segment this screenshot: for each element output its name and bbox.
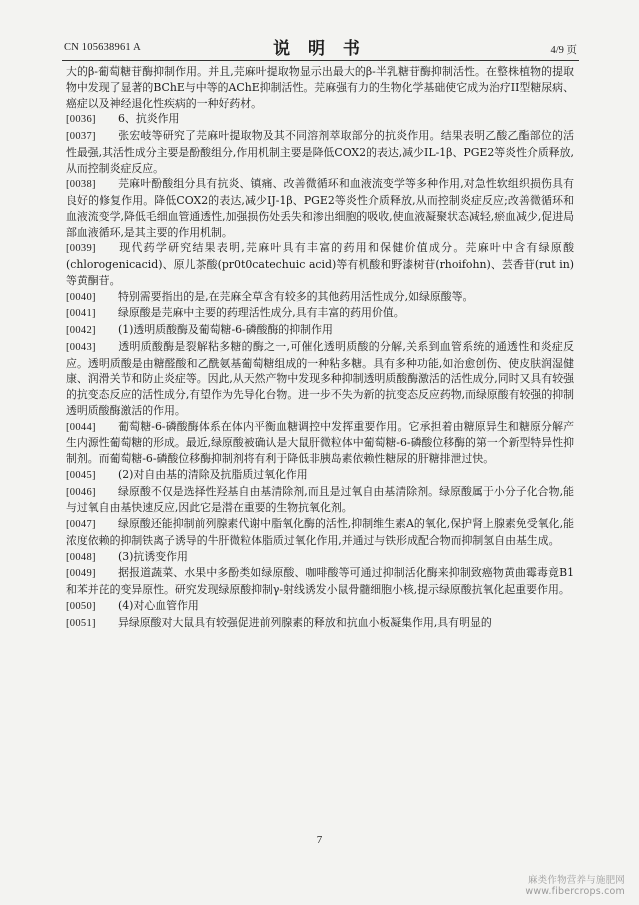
paragraph-text: 芫麻叶酚酸组分具有抗炎、镇痛、改善微循环和血液流变学等多种作用,对急性软组织损伤具有良好的修复作用。降低COX2的表达,减少IJ-1β、PGE2等炎性介质释放,从而控制炎症反应;改善微循环和血液流变学,降低毛细血管通透性,加强损伤处丢失和渗出细胞的吸收,使血液凝聚状态减轻,瘀血减少,促进局部血液循环,是其主要的作用机制。 [66, 177, 574, 239]
paragraph-number: [0037] [66, 131, 96, 142]
paragraph-text: (4)对心血管作用 [118, 598, 199, 612]
paragraph [66, 565, 574, 598]
paragraph-text: 透明质酸酶是裂解粘多糖的酶之一,可催化透明质酸的分解,关系到血管系统的通透性和炎症反应。透明质酸是由糖醛酸和乙酰氨基葡萄糖组成的一种粘多糖。具有多种功能,如治愈创伤、使皮肤润湿健康、润滑关节和防止炎症等。因此,从天然产物中发现多种抑制透明质酸酶激活的活性成分,同时又具有较强的抗变态反应的活性成分,有望作为先导化台物。进一步不失为新的抗变态反应药物,而绿原酸有较强的抑制透明质酸酶激活的作用。 [66, 339, 574, 417]
page-title: 说 明 书 [273, 39, 366, 59]
paragraph [66, 64, 574, 111]
paragraph-text: 异绿原酸对大鼠具有较强促进前列腺素的释放和抗血小板凝集作用,具有明显的 [118, 615, 492, 629]
paragraph [66, 484, 574, 517]
document-body [66, 64, 574, 631]
page-counter: 4/9 页 [550, 45, 577, 56]
paragraph-number: [0046] [66, 486, 96, 498]
paragraph-number: [0043] [66, 341, 96, 353]
paragraph-text: (1)透明质酸酶及葡萄糖-6-磷酸酶的抑制作用 [118, 323, 333, 336]
header-divider [62, 60, 579, 61]
site-watermark [525, 875, 625, 897]
paragraph-number: [0050] [66, 600, 96, 612]
paragraph-number: [0048] [66, 551, 96, 563]
paragraph-text: 绿原酸是芫麻中主要的药理活性成分,具有丰富的药用价值。 [118, 306, 405, 320]
paragraph [66, 419, 574, 467]
paragraph-number: [0041] [66, 308, 96, 320]
paragraph [66, 128, 574, 176]
paragraph-number: [0045] [66, 469, 96, 481]
paragraph [66, 176, 574, 240]
paragraph-text: (2)对自由基的清除及抗脂质过氧化作用 [118, 467, 308, 481]
paragraph [66, 598, 574, 615]
paragraph [66, 467, 574, 484]
paragraph-number: [0039] [66, 243, 96, 255]
paragraph-text: 大的β-葡萄糖苷酶抑制作用。并且,芫麻叶提取物显示出最大的β-半乳糖苷酶抑制活性。在整株植物的提取物中发现了显著的BChE与中等的AChE抑制活性。芫麻强有力的生物化学基础使它成为治疗II型糖尿病、癌症以及神经退化性疾病的一种好药材。 [66, 65, 574, 110]
paragraph [66, 111, 574, 128]
paragraph-number: [0047] [66, 519, 96, 530]
paragraph [66, 516, 574, 549]
paragraph-text: 据报道蔬菜、水果中多酚类如绿原酸、咖啡酸等可通过抑制活化酶来抑制致癌物黄曲霉毒竟B1和苯并芘的变异原性。研究发现绿原酸抑制γ-射线诱发小鼠骨髓细胞小核,提示绿原酸抗氧化起重要作用。 [66, 566, 574, 596]
paragraph-text: 6、抗炎作用 [118, 112, 180, 126]
paragraph-text: (3)抗诱变作用 [118, 549, 188, 563]
publication-number: CN 105638961 A [64, 42, 141, 53]
paragraph-number: [0040] [66, 291, 96, 303]
paragraph-number: [0042] [66, 325, 96, 336]
watermark-name: 麻类作物营养与施肥网 [527, 875, 625, 886]
paragraph-text: 绿原酸还能抑制前列腺素代谢中脂氧化酶的活性,抑制维生素A的氧化,保护肾上腺素免受氧化,能浓度依赖的抑制铁离子诱导的牛肝微粒体脂质过氧化作用,并通过与铁形成配合物而抑制氢自由基生成。 [66, 517, 574, 547]
paragraph-text: 现代药学研究结果表明,芫麻叶具有丰富的药用和保健价值成分。芫麻叶中含有绿原酸(chlorogenicacid)、原儿茶酸(pr0t0catechuic acid)等有机酸和野漆树苷(rhoifohn)、芸香苷(rut in)等黄酮苷。 [66, 241, 574, 287]
paragraph-text: 张宏岐等研究了芫麻叶提取物及其不同溶剂萃取部分的抗炎作用。结果表明乙酸乙酯部位的活性最强,其活性成分主要是酚酸组分,作用机制主要是降低COX2的表达,减少IL-1β、PGE2等炎性介质释放,从而控制炎症反应。 [66, 129, 574, 175]
paragraph-number: [0049] [66, 568, 96, 580]
paragraph-number: [0051] [66, 617, 96, 629]
page-number: 7 [316, 834, 323, 846]
paragraph-number: [0036] [66, 114, 96, 126]
paragraph-text: 特别需要指出的是,在芫麻全草含有较多的其他药用活性成分,如绿原酸等。 [118, 289, 474, 303]
watermark-url: www.fibercrops.com [525, 886, 625, 897]
paragraph-text: 葡萄糖-6-磷酸酶体系在体内平衡血糖调控中发挥重要作用。它承担着由糖原异生和糖原分解产生内源性葡萄糖的形成。最近,绿原酸被确认是大鼠肝微粒体中葡萄糖-6-磷酸位移酶的第一个新型特异性抑制剂。而葡萄糖-6-磷酸位移酶抑制剂将有利于降低非胰岛素依赖性糖尿的肝糖排泄过快。 [66, 419, 574, 465]
paragraph [66, 615, 574, 632]
paragraph [66, 339, 574, 419]
paragraph-number: [0038] [66, 179, 96, 191]
paragraph-number: [0044] [66, 421, 96, 433]
paragraph [66, 322, 574, 339]
paragraph [66, 289, 574, 306]
paragraph [66, 549, 574, 566]
paragraph-text: 绿原酸不仅是选择性羟基自由基清除剂,而且是过氧自由基清除剂。绿原酸属于小分子化合物,能与过氧自由基快速反应,因此它是潜在重要的生物抗氧化剂。 [66, 484, 574, 515]
paragraph [66, 305, 574, 322]
paragraph [66, 240, 574, 288]
